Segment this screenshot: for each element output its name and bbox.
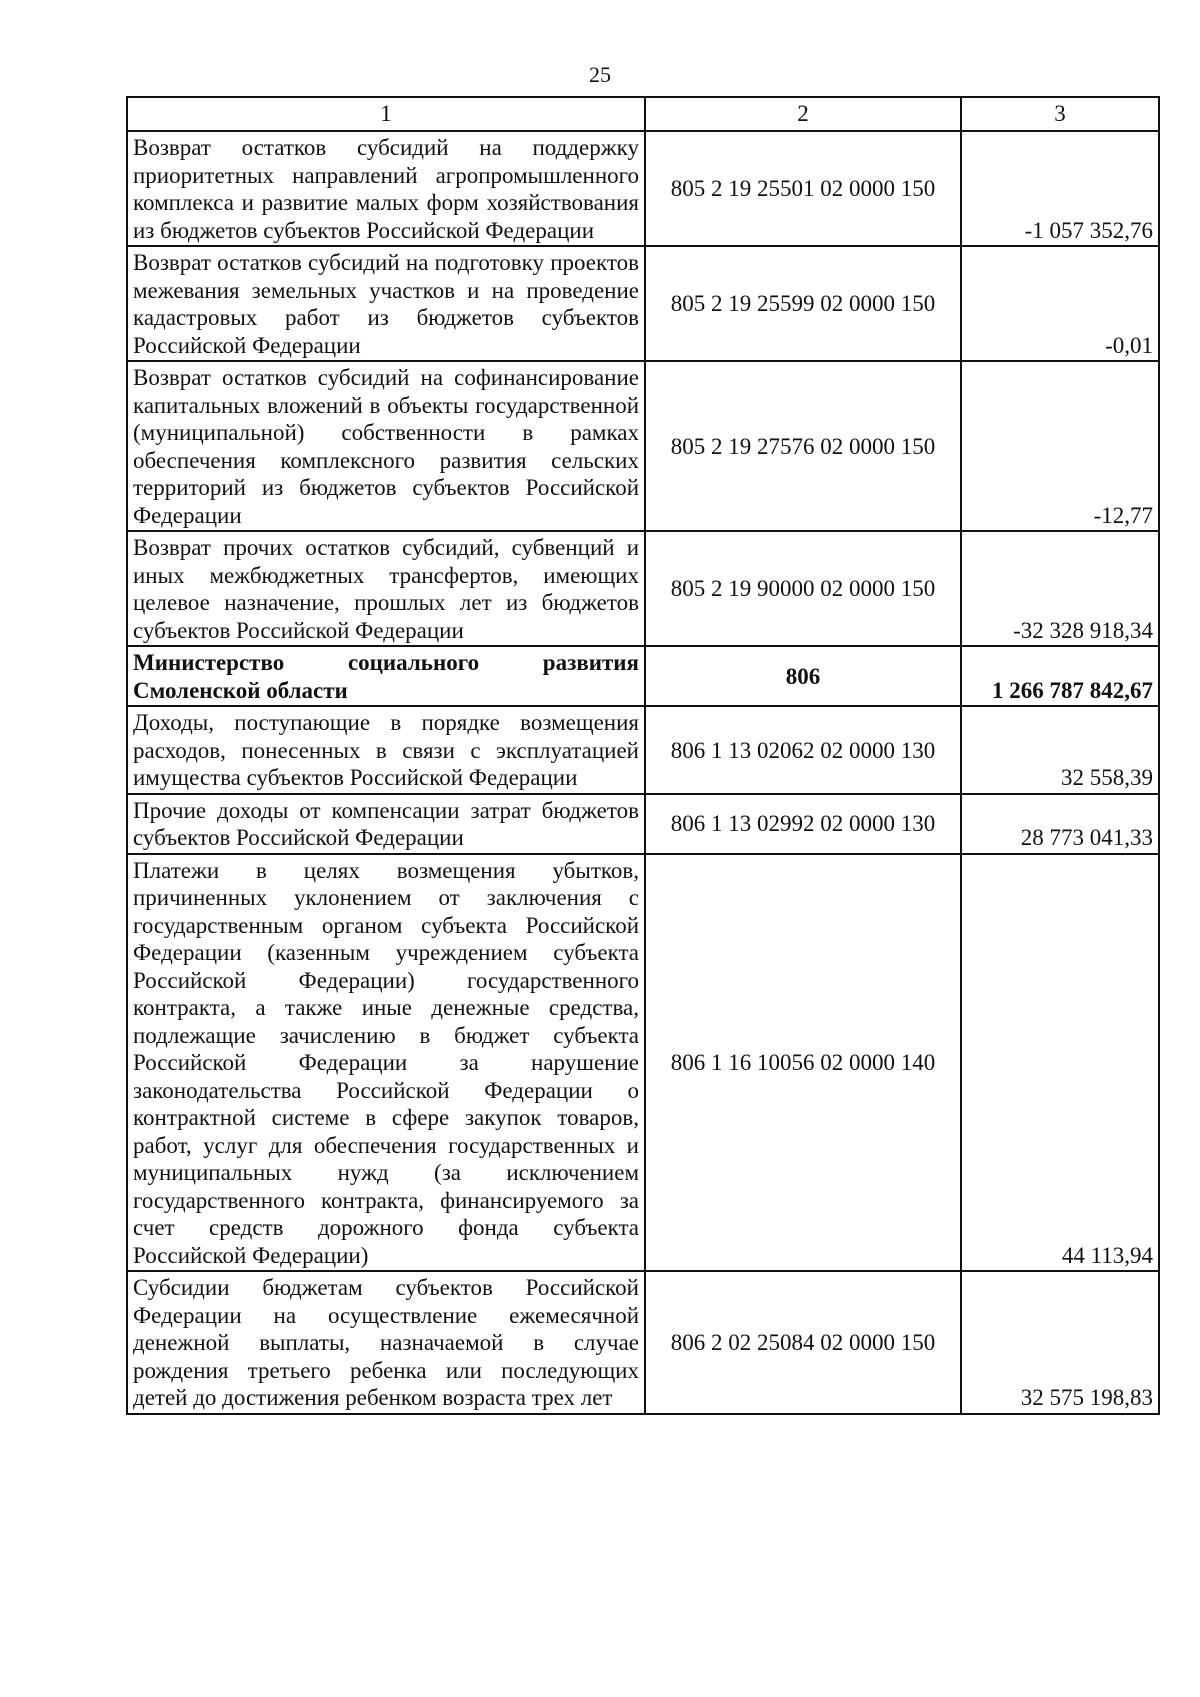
- row-budget-code: 805 2 19 25501 02 0000 150: [645, 131, 961, 246]
- row-amount: -32 328 918,34: [961, 531, 1159, 646]
- row-amount: 28 773 041,33: [961, 794, 1159, 854]
- column-header-3: 3: [961, 97, 1159, 131]
- page-number: 25: [589, 62, 611, 87]
- row-budget-code: 805 2 19 25599 02 0000 150: [645, 246, 961, 361]
- row-description: Возврат остатков субсидий на подготовку проектов межевания земельных участков и на проведение кадастровых работ из бюджетов субъектов Российской Федерации: [127, 246, 645, 361]
- table-row: [127, 794, 1159, 854]
- row-budget-code: 806 1 13 02062 02 0000 130: [645, 706, 961, 794]
- row-budget-code: 806 1 16 10056 02 0000 140: [645, 854, 961, 1272]
- ministry-code: 806: [645, 646, 961, 706]
- row-budget-code: 805 2 19 27576 02 0000 150: [645, 361, 961, 531]
- row-amount: 44 113,94: [961, 854, 1159, 1272]
- row-description: Возврат прочих остатков субсидий, субвенций и иных межбюджетных трансфертов, имеющих целевое назначение, прошлых лет из бюджетов субъектов Российской Федерации: [127, 531, 645, 646]
- row-description: Субсидии бюджетам субъектов Российской Федерации на осуществление ежемесячной денежной выплаты, назначаемой в случае рождения третьего ребенка или последующих детей до достижения ребенком возраста трех лет: [127, 1271, 645, 1414]
- column-header-1: 1: [127, 97, 645, 131]
- row-description: Платежи в целях возмещения убытков, причиненных уклонением от заключения с государственным органом субъекта Российской Федерации (казенным учреждением субъекта Российской Федерации) государственного контракта, а также иные денежные средства, подлежащие зачислению в бюджет субъекта Российской Федерации за нарушение законодательства Российской Федерации о контрактной системе в сфере закупок товаров, работ, услуг для обеспечения государственных и муниципальных нужд (за исключением государственного контракта, финансируемого за счет средств дорожного фонда субъекта Российской Федерации): [127, 854, 645, 1272]
- row-amount: -0,01: [961, 246, 1159, 361]
- budget-revenue-table: [126, 96, 1160, 1415]
- row-description: Доходы, поступающие в порядке возмещения расходов, понесенных в связи с эксплуатацией имущества субъектов Российской Федерации: [127, 706, 645, 794]
- ministry-total-amount: 1 266 787 842,67: [961, 646, 1159, 706]
- row-budget-code: 806 1 13 02992 02 0000 130: [645, 794, 961, 854]
- table-header-row: [127, 97, 1159, 131]
- row-amount: 32 558,39: [961, 706, 1159, 794]
- row-budget-code: 806 2 02 25084 02 0000 150: [645, 1271, 961, 1414]
- ministry-name: Министерство социального развития Смоленской области: [127, 646, 645, 706]
- table-row-ministry: [127, 646, 1159, 706]
- row-amount: 32 575 198,83: [961, 1271, 1159, 1414]
- table-row: [127, 531, 1159, 646]
- table-row: [127, 706, 1159, 794]
- row-description: Прочие доходы от компенсации затрат бюджетов субъектов Российской Федерации: [127, 794, 645, 854]
- table-row: [127, 131, 1159, 246]
- row-budget-code: 805 2 19 90000 02 0000 150: [645, 531, 961, 646]
- table-row: [127, 246, 1159, 361]
- table-row: [127, 854, 1159, 1272]
- table-row: [127, 361, 1159, 531]
- row-amount: -12,77: [961, 361, 1159, 531]
- column-header-2: 2: [645, 97, 961, 131]
- table-row: [127, 1271, 1159, 1414]
- row-description: Возврат остатков субсидий на поддержку приоритетных направлений агропромышленного комплекса и развитие малых форм хозяйствования из бюджетов субъектов Российской Федерации: [127, 131, 645, 246]
- row-description: Возврат остатков субсидий на софинансирование капитальных вложений в объекты государственной (муниципальной) собственности в рамках обеспечения комплексного развития сельских территорий из бюджетов субъектов Российской Федерации: [127, 361, 645, 531]
- row-amount: -1 057 352,76: [961, 131, 1159, 246]
